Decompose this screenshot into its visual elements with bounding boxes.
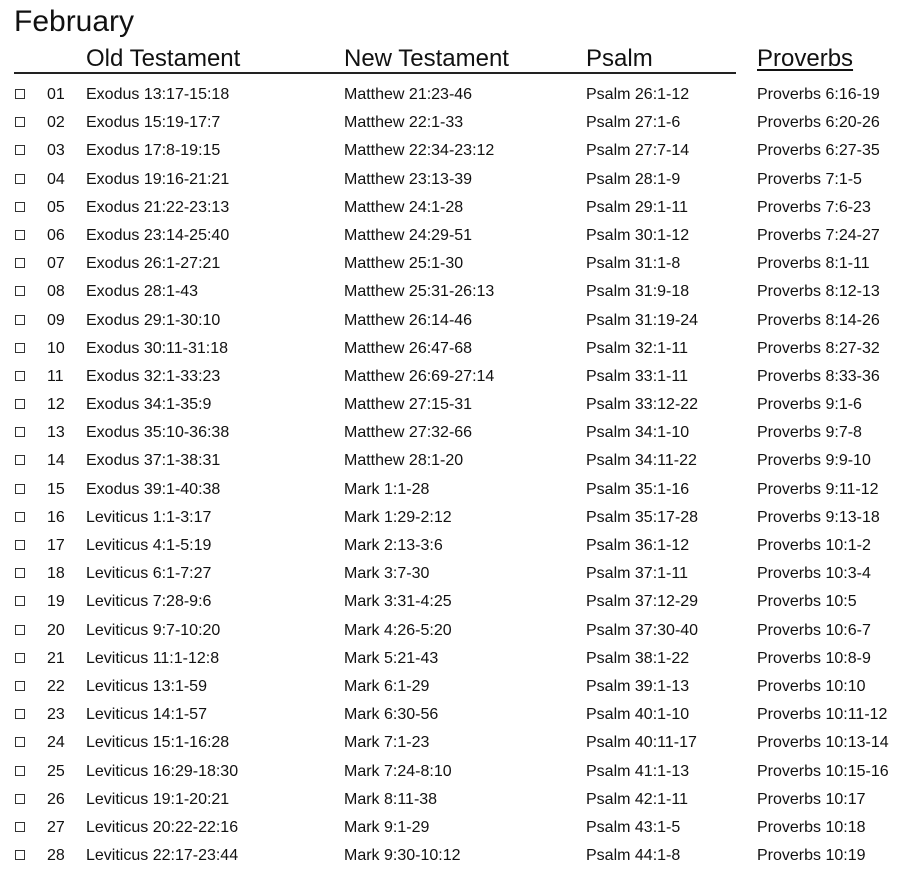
reading-row	[0, 447, 920, 475]
old-testament-reading: Exodus 32:1-33:23	[86, 367, 221, 385]
old-testament-reading: Exodus 28:1-43	[86, 283, 199, 301]
checkbox[interactable]	[15, 202, 25, 212]
new-testament-reading: Matthew 26:14-46	[344, 311, 473, 329]
day-number: 10	[47, 339, 65, 357]
reading-row	[0, 814, 920, 842]
day-number: 25	[47, 762, 65, 780]
new-testament-reading: Mark 1:1-28	[344, 480, 430, 498]
old-testament-reading: Leviticus 19:1-20:21	[86, 790, 230, 808]
checkbox[interactable]	[15, 822, 25, 832]
checkbox[interactable]	[15, 625, 25, 635]
day-number: 01	[47, 86, 65, 103]
proverbs-reading: Proverbs 8:12-13	[757, 283, 880, 301]
old-testament-reading: Exodus 15:19-17:7	[86, 114, 221, 132]
checkbox[interactable]	[15, 737, 25, 747]
proverbs-reading: Proverbs 10:19	[757, 847, 866, 865]
old-testament-reading: Leviticus 9:7-10:20	[86, 621, 221, 639]
proverbs-reading: Proverbs 10:13-14	[757, 734, 889, 752]
psalm-reading: Psalm 35:1-16	[586, 480, 690, 498]
checkbox[interactable]	[15, 512, 25, 522]
old-testament-reading: Exodus 30:11-31:18	[86, 339, 229, 357]
new-testament-reading: Mark 5:21-43	[344, 649, 439, 667]
psalm-reading: Psalm 37:1-11	[586, 565, 688, 583]
psalm-reading: Psalm 40:1-10	[586, 706, 690, 724]
psalm-reading: Psalm 40:11-17	[586, 734, 697, 752]
reading-row	[0, 645, 920, 673]
new-testament-reading: Mark 1:29-2:12	[344, 508, 452, 526]
day-number: 26	[47, 790, 65, 808]
proverbs-reading: Proverbs 6:20-26	[757, 114, 880, 132]
reading-row	[0, 588, 920, 616]
psalm-reading: Psalm 38:1-22	[586, 649, 690, 667]
day-number: 08	[47, 283, 65, 301]
checkbox[interactable]	[15, 89, 25, 99]
header-old-testament: Old Testament	[86, 45, 241, 72]
day-number: 23	[47, 706, 65, 724]
old-testament-reading: Exodus 19:16-21:21	[86, 170, 230, 188]
checkbox[interactable]	[15, 371, 25, 381]
new-testament-reading: Matthew 25:1-30	[344, 255, 464, 273]
new-testament-reading: Mark 6:1-29	[344, 677, 430, 695]
column-headers	[0, 44, 920, 74]
psalm-reading: Psalm 33:1-11	[586, 367, 688, 385]
old-testament-reading: Leviticus 20:22-22:16	[86, 818, 239, 836]
reading-row	[0, 137, 920, 165]
new-testament-reading: Mark 9:1-29	[344, 818, 430, 836]
reading-row	[0, 335, 920, 363]
reading-row	[0, 504, 920, 532]
new-testament-reading: Matthew 26:69-27:14	[344, 367, 495, 385]
checkbox[interactable]	[15, 230, 25, 240]
reading-row	[0, 560, 920, 588]
new-testament-reading: Matthew 22:34-23:12	[344, 142, 495, 160]
reading-row	[0, 532, 920, 560]
checkbox[interactable]	[15, 427, 25, 437]
new-testament-reading: Mark 4:26-5:20	[344, 621, 452, 639]
day-number: 21	[47, 649, 65, 667]
old-testament-reading: Leviticus 14:1-57	[86, 706, 207, 724]
reading-row	[0, 363, 920, 391]
new-testament-reading: Matthew 24:29-51	[344, 226, 473, 244]
psalm-reading: Psalm 37:30-40	[586, 621, 699, 639]
psalm-reading: Psalm 29:1-11	[586, 198, 688, 216]
proverbs-reading: Proverbs 10:15-16	[757, 762, 889, 780]
new-testament-reading: Matthew 26:47-68	[344, 339, 473, 357]
old-testament-reading: Leviticus 7:28-9:6	[86, 593, 212, 611]
proverbs-reading: Proverbs 6:16-19	[757, 86, 880, 103]
checkbox[interactable]	[15, 484, 25, 494]
checkbox[interactable]	[15, 286, 25, 296]
psalm-reading: Psalm 27:7-14	[586, 142, 690, 160]
reading-row	[0, 729, 920, 757]
day-number: 17	[47, 537, 65, 554]
new-testament-reading: Matthew 23:13-39	[344, 170, 473, 188]
checkbox[interactable]	[15, 794, 25, 804]
reading-row	[0, 701, 920, 729]
old-testament-reading: Leviticus 22:17-23:44	[86, 847, 239, 865]
old-testament-reading: Exodus 23:14-25:40	[86, 226, 230, 244]
proverbs-reading: Proverbs 10:18	[757, 818, 866, 836]
proverbs-reading: Proverbs 10:17	[757, 790, 866, 808]
proverbs-reading: Proverbs 8:14-26	[757, 311, 880, 329]
psalm-reading: Psalm 35:17-28	[586, 508, 699, 526]
reading-row	[0, 81, 920, 109]
proverbs-reading: Proverbs 10:10	[757, 677, 866, 695]
old-testament-reading: Exodus 17:8-19:15	[86, 142, 221, 160]
new-testament-reading: Matthew 25:31-26:13	[344, 283, 495, 301]
reading-row	[0, 673, 920, 701]
checkbox[interactable]	[15, 653, 25, 663]
checkbox[interactable]	[15, 315, 25, 325]
proverbs-reading: Proverbs 10:1-2	[757, 537, 871, 554]
header-divider	[14, 72, 736, 74]
day-number: 09	[47, 311, 65, 329]
psalm-reading: Psalm 26:1-12	[586, 86, 690, 103]
psalm-reading: Psalm 31:9-18	[586, 283, 690, 301]
proverbs-reading: Proverbs 9:9-10	[757, 452, 871, 470]
old-testament-reading: Leviticus 6:1-7:27	[86, 565, 212, 583]
old-testament-reading: Exodus 34:1-35:9	[86, 396, 212, 414]
proverbs-reading: Proverbs 10:8-9	[757, 649, 871, 667]
day-number: 03	[47, 142, 65, 160]
checkbox[interactable]	[15, 681, 25, 691]
day-number: 28	[47, 847, 65, 865]
old-testament-reading: Leviticus 15:1-16:28	[86, 734, 230, 752]
new-testament-reading: Mark 7:24-8:10	[344, 762, 452, 780]
day-number: 06	[47, 226, 65, 244]
psalm-reading: Psalm 28:1-9	[586, 170, 681, 188]
new-testament-reading: Mark 3:7-30	[344, 565, 430, 583]
old-testament-reading: Exodus 39:1-40:38	[86, 480, 221, 498]
reading-list	[0, 81, 920, 870]
proverbs-reading: Proverbs 9:11-12	[757, 480, 879, 498]
old-testament-reading: Exodus 21:22-23:13	[86, 198, 230, 216]
psalm-reading: Psalm 43:1-5	[586, 818, 681, 836]
page-title: February	[14, 5, 135, 38]
proverbs-reading: Proverbs 6:27-35	[757, 142, 880, 160]
reading-row	[0, 476, 920, 504]
proverbs-reading: Proverbs 8:27-32	[757, 339, 880, 357]
proverbs-reading: Proverbs 9:13-18	[757, 508, 880, 526]
psalm-reading: Psalm 36:1-12	[586, 537, 690, 554]
reading-row	[0, 278, 920, 306]
proverbs-reading: Proverbs 7:24-27	[757, 226, 880, 244]
checkbox[interactable]	[15, 258, 25, 268]
day-number: 19	[47, 593, 65, 611]
psalm-reading: Psalm 30:1-12	[586, 226, 690, 244]
reading-row	[0, 419, 920, 447]
psalm-reading: Psalm 34:1-10	[586, 424, 690, 442]
old-testament-reading: Leviticus 4:1-5:19	[86, 537, 212, 554]
new-testament-reading: Mark 3:31-4:25	[344, 593, 452, 611]
day-number: 22	[47, 677, 65, 695]
checkbox[interactable]	[15, 145, 25, 155]
day-number: 07	[47, 255, 65, 273]
checkbox[interactable]	[15, 568, 25, 578]
psalm-reading: Psalm 34:11-22	[586, 452, 697, 470]
checkbox[interactable]	[15, 709, 25, 719]
day-number: 27	[47, 818, 65, 836]
new-testament-reading: Mark 6:30-56	[344, 706, 439, 724]
reading-row	[0, 786, 920, 814]
reading-row	[0, 194, 920, 222]
psalm-reading: Psalm 27:1-6	[586, 114, 681, 132]
old-testament-reading: Exodus 35:10-36:38	[86, 424, 230, 442]
new-testament-reading: Mark 9:30-10:12	[344, 847, 461, 865]
reading-row	[0, 250, 920, 278]
new-testament-reading: Matthew 24:1-28	[344, 198, 464, 216]
day-number: 20	[47, 621, 65, 639]
proverbs-reading: Proverbs 8:33-36	[757, 367, 880, 385]
new-testament-reading: Mark 2:13-3:6	[344, 537, 443, 554]
new-testament-reading: Matthew 21:23-46	[344, 86, 473, 103]
psalm-reading: Psalm 42:1-11	[586, 790, 688, 808]
header-proverbs: Proverbs	[757, 45, 854, 72]
day-number: 05	[47, 198, 65, 216]
day-number: 15	[47, 480, 65, 498]
reading-row	[0, 222, 920, 250]
old-testament-reading: Leviticus 1:1-3:17	[86, 508, 212, 526]
checkbox[interactable]	[15, 117, 25, 127]
proverbs-reading: Proverbs 9:1-6	[757, 396, 862, 414]
checkbox[interactable]	[15, 174, 25, 184]
reading-row	[0, 166, 920, 194]
day-number: 12	[47, 396, 65, 414]
reading-row	[0, 758, 920, 786]
psalm-reading: Psalm 39:1-13	[586, 677, 690, 695]
checkbox[interactable]	[15, 455, 25, 465]
old-testament-reading: Leviticus 13:1-59	[86, 677, 207, 695]
proverbs-reading: Proverbs 7:1-5	[757, 170, 862, 188]
old-testament-reading: Exodus 13:17-15:18	[86, 86, 230, 103]
day-number: 02	[47, 114, 65, 132]
reading-row	[0, 617, 920, 645]
psalm-reading: Psalm 44:1-8	[586, 847, 681, 865]
day-number: 14	[47, 452, 65, 470]
new-testament-reading: Mark 7:1-23	[344, 734, 430, 752]
checkbox[interactable]	[15, 766, 25, 776]
day-number: 18	[47, 565, 65, 583]
reading-row	[0, 307, 920, 335]
psalm-reading: Psalm 31:1-8	[586, 255, 681, 273]
reading-row	[0, 391, 920, 419]
psalm-reading: Psalm 33:12-22	[586, 396, 699, 414]
proverbs-reading: Proverbs 9:7-8	[757, 424, 862, 442]
day-number: 16	[47, 508, 65, 526]
psalm-reading: Psalm 41:1-13	[586, 762, 690, 780]
proverbs-reading: Proverbs 10:3-4	[757, 565, 871, 583]
checkbox[interactable]	[15, 399, 25, 409]
new-testament-reading: Matthew 27:32-66	[344, 424, 473, 442]
old-testament-reading: Leviticus 16:29-18:30	[86, 762, 239, 780]
old-testament-reading: Leviticus 11:1-12:8	[86, 649, 220, 667]
psalm-reading: Psalm 37:12-29	[586, 593, 699, 611]
new-testament-reading: Mark 8:11-38	[344, 790, 438, 808]
day-number: 11	[47, 367, 64, 385]
checkbox[interactable]	[15, 343, 25, 353]
psalm-reading: Psalm 31:19-24	[586, 311, 699, 329]
reading-row	[0, 842, 920, 870]
day-number: 24	[47, 734, 65, 752]
psalm-reading: Psalm 32:1-11	[586, 339, 688, 357]
header-psalm: Psalm	[586, 45, 653, 72]
proverbs-reading: Proverbs 10:6-7	[757, 621, 871, 639]
proverbs-reading: Proverbs 10:5	[757, 593, 857, 611]
old-testament-reading: Exodus 37:1-38:31	[86, 452, 221, 470]
reading-row	[0, 109, 920, 137]
checkbox[interactable]	[15, 850, 25, 860]
new-testament-reading: Matthew 22:1-33	[344, 114, 464, 132]
day-number: 04	[47, 170, 65, 188]
header-new-testament: New Testament	[344, 45, 509, 72]
proverbs-reading: Proverbs 10:11-12	[757, 706, 888, 724]
old-testament-reading: Exodus 29:1-30:10	[86, 311, 221, 329]
checkbox[interactable]	[15, 596, 25, 606]
proverbs-reading: Proverbs 7:6-23	[757, 198, 871, 216]
day-number: 13	[47, 424, 65, 442]
new-testament-reading: Matthew 28:1-20	[344, 452, 464, 470]
proverbs-reading: Proverbs 8:1-11	[757, 255, 870, 273]
new-testament-reading: Matthew 27:15-31	[344, 396, 473, 414]
checkbox[interactable]	[15, 540, 25, 550]
old-testament-reading: Exodus 26:1-27:21	[86, 255, 221, 273]
